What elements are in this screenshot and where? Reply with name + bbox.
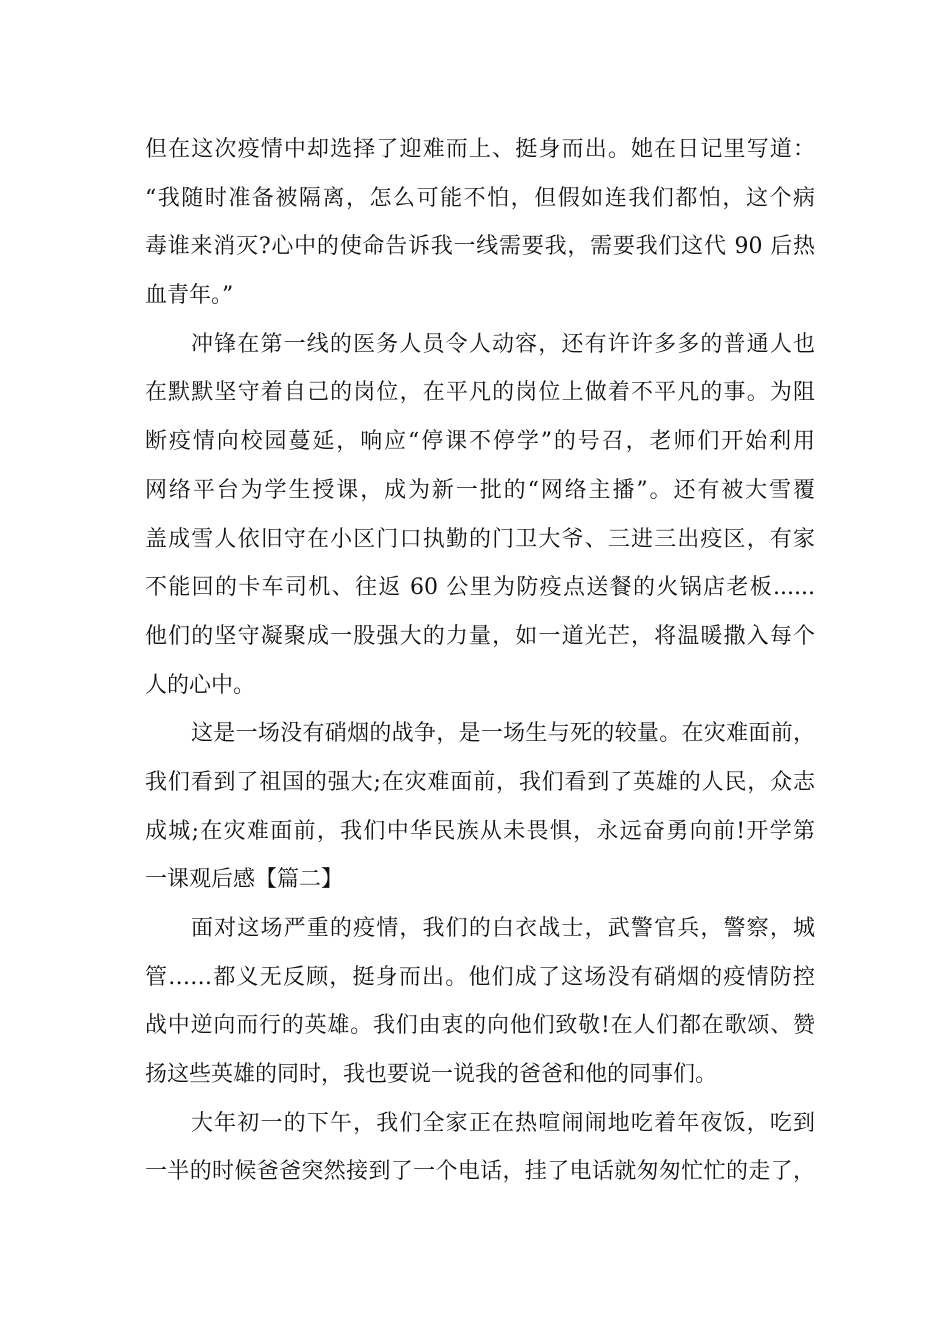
text-line: “我随时准备被隔离，怎么可能不怕，但假如连我们都怕，这个病 <box>145 185 815 211</box>
text-line: 一课观后感【篇二】 <box>145 867 344 893</box>
text-line: 一半的时候爸爸突然接到了一个电话，挂了电话就匆匆忙忙的走了， <box>145 1159 815 1185</box>
text-line: 成城;在灾难面前，我们中华民族从未畏惧，永远奋勇向前!开学第 <box>145 818 815 844</box>
text-line: 人的心中。 <box>145 672 256 698</box>
text-line: 血青年。” <box>145 283 234 309</box>
text-line: 管……都义无反顾，挺身而出。他们成了这场没有硝烟的疫情防控 <box>145 964 815 990</box>
text-line: 扬这些英雄的同时，我也要说一说我的爸爸和他的同事们。 <box>145 1062 718 1088</box>
text-line: 面对这场严重的疫情，我们的白衣战士，武警官兵，警察，城 <box>191 916 815 941</box>
text-line: 网络平台为学生授课，成为新一批的“网络主播”。还有被大雪覆 <box>145 477 815 503</box>
text-line: 冲锋在第一线的医务人员令人动容，还有许许多多的普通人也 <box>191 331 815 357</box>
text-line: 断疫情向校园蔓延，响应“停课不停学”的号召，老师们开始利用 <box>145 429 815 455</box>
text-line: 他们的坚守凝聚成一股强大的力量，如一道光芒，将温暖撒入每个 <box>145 623 815 649</box>
text-line: 我们看到了祖国的强大;在灾难面前，我们看到了英雄的人民，众志 <box>145 769 815 795</box>
document-body <box>145 126 815 1197</box>
text-line: 毒谁来消灭?心中的使命告诉我一线需要我，需要我们这代 90 后热 <box>145 234 815 260</box>
text-line: 这是一场没有硝烟的战争，是一场生与死的较量。在灾难面前， <box>191 721 815 747</box>
text-line: 不能回的卡车司机、往返 60 公里为防疫点送餐的火锅店老板...... <box>145 575 815 601</box>
text-line: 大年初一的下午，我们全家正在热喧闹闹地吃着年夜饭，吃到 <box>191 1110 815 1136</box>
text-line: 盖成雪人依旧守在小区门口执勤的门卫大爷、三进三出疫区，有家 <box>145 526 815 552</box>
text-line: 战中逆向而行的英雄。我们由衷的向他们致敬!在人们都在歌颂、赞 <box>145 1013 815 1039</box>
text-line: 在默默坚守着自己的岗位，在平凡的岗位上做着不平凡的事。为阻 <box>145 380 815 406</box>
text-line: 但在这次疫情中却选择了迎难而上、挺身而出。她在日记里写道： <box>145 137 815 162</box>
